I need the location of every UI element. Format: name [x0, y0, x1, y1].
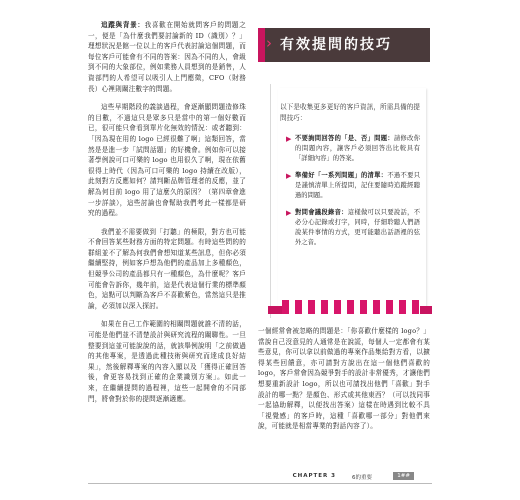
arrow-bullet-icon: ▶ [286, 172, 292, 180]
paragraph-lead: 追蹤與背景： [101, 21, 145, 29]
paragraph-text: 我們並不需要做到「打聽」的極限，對方也可能不會回答某些財務方面的特定問題。有時這些問的的群組並不了解為何我們會想知道某些訊息，但你必須繼續堅持，例如客戶想為他們的產品加上多種顏色，但競爭公司的產品都只有一種顏色，為什麼呢？客戶可能會告訴你，幾年前，這是代表這個行業的標準顏色，這點可以判斷為客戶不喜歡紫色，當然這只是推論，必須加以深入探討。 [88, 227, 246, 310]
tip-heading: 準備好「一系列問題」的清單： [295, 172, 388, 179]
tip-heading: 不要詢問回答的「是、否」問題： [295, 135, 394, 142]
tip-item [286, 134, 420, 164]
paragraph-4 [88, 319, 246, 404]
sidebar-title: 有效提問的技巧 [280, 37, 392, 53]
arrow-bullet-icon: ▶ [286, 209, 292, 217]
paragraph-2 [88, 102, 246, 219]
tip-item [286, 171, 420, 201]
tip-text: 請修改你的問題內容，讓客戶必須回答出比較具有「詳細內容」的答案。 [295, 135, 421, 162]
footer-chapter: CHAPTER 3 [292, 473, 336, 479]
tips-list [286, 134, 420, 255]
sidebar-intro: 以下是收集更多更好的客戶資訊，所需具備的提問技巧： [280, 103, 420, 122]
footer-rule [88, 483, 432, 484]
page-footer [88, 472, 432, 482]
paragraph-text: 我喜歡在開始就問客戶的問題之一，便是「為什麼我們要討論新的 ID（識別）？」理想狀況是館一位以上的客戶代表討論這個問題，而每位客戶可能會有不同的答案：因為不同的人，會級到不同的大象部位，例如業務人員想到的是銷售，人資部門的人希望可以吸引人上門應徵，CFO（財務長）心裡則關注數字的問題。 [88, 21, 246, 93]
page-number: 1## [393, 472, 414, 480]
tip-heading: 對問會議段錄音： [295, 209, 348, 216]
paragraph-text: 這些早期階段的義談過程，會逐漸顯問題造修珠的目數，不過這只是眾多只是當中的第一個好數而已，很可能只會看到單片化無效的情況：或者聽到：「因為現在用的 logo 已經很難了啊」這類回答，當然是是進一步「試問話題」的好機會。例如你可以接著學例說可口可樂的 logo 也用很久了啊，現在依舊很得上時代（因為可口可樂的 logo 持續在改版），此刻對方反應如何？請判斷品牌管理者的反應，並了解為何目前 logo 用了這麼久的原因？（第四章會進一步詳談），這些討論也會幫助我們考此一樣都是研究的過程。 [88, 103, 246, 218]
left-column [88, 20, 246, 412]
spiral-binding-icon [282, 300, 420, 314]
right-column [258, 326, 430, 432]
paragraph-text: 如果在自己工作範圍的相關問題就誰不清的話，可能是他們並不清楚設計與研究流程的關聯性。一旦整要到這並可能說說的話，就該舉例說明「之前做過的其他專案，是透過此種技術與研究而達成良好結果」，然後解釋專案的內容入顯以及「獲得正確回答後，會更容易找到正確的企業識別方案」。如此一來，在繼續提問的過程裡，這些一起開會的不同部門，將會對於你的提問逐漸適應。 [88, 320, 246, 403]
footer-title: 6的重要 [352, 475, 372, 481]
banner-accent-bar [258, 28, 265, 62]
arrow-bullet-icon: ▶ [286, 135, 292, 143]
paragraph-3 [88, 227, 246, 312]
chevron-right-icon: › [266, 34, 272, 52]
tip-item [286, 208, 420, 248]
tip-text: 這樣做可以只要說話，不必分心記錄或打字，同時，仔細聆聽人們語說某件事情的方式，更可能聽出話語裡的弦外之音。 [295, 209, 421, 246]
tip-text: 不過不要只是謹慎清單上所提問，記住要隨時追蹤經聽過的問題。 [295, 172, 421, 199]
paragraph-1 [88, 20, 246, 94]
paragraph-5: 一個經常會被忽略的問題是：「你喜歡什麼樣的 logo？」當說自己沒意見的人通常是在說謊，每個人一定都會有某些意見，你可以拿以前做過的專案作品集給對方看，以擴得某些回饋意，亦可請對方說出在這一個他們喜歡的 logo，客戶常會因為競爭對手的設計非常優秀，才讓他們想要重新設計 logo，所以也可請找出他們「喜歡」對手設計的哪一點？是顏色、形式或其他東西？（可以找同事一起協助解釋，以便找出答案）這樣在時遇到比較不具「視覺感」的客戶時，這種「喜歡哪一部分」對他們來說，可能就是相當專業的對話內容了）。 [258, 327, 430, 431]
